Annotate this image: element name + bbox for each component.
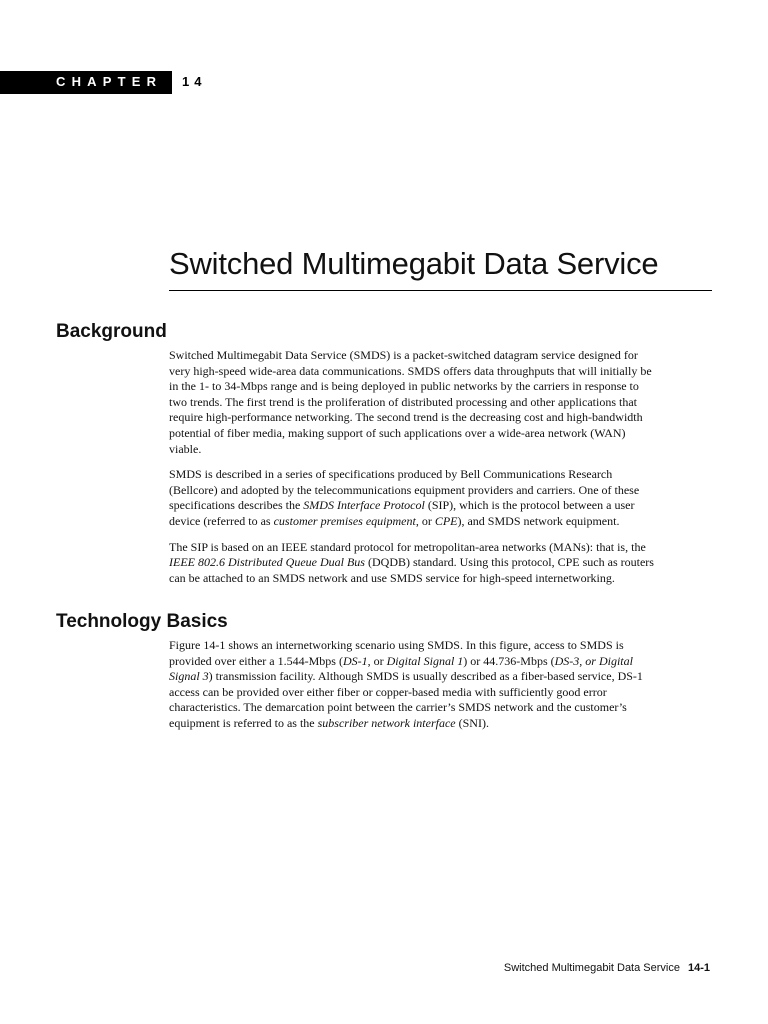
text-line: (Bellcore) and adopted by the telecommunications equipment providers and carriers. One of these: [169, 482, 640, 497]
text-run: device (referred to as: [169, 513, 274, 528]
term-cpe: CPE: [434, 513, 458, 528]
paragraph: [169, 638, 669, 732]
text-run: (DQDB) standard. Using this protocol, CPE such as routers: [364, 555, 654, 570]
term-digital-signal-1: Digital Signal 1: [386, 653, 464, 668]
text-run: provided over either a 1.544-Mbps (: [169, 653, 343, 668]
text-run: ) or 44.736-Mbps (: [463, 653, 555, 668]
term-ds3: DS-3, or Digital: [554, 653, 633, 668]
text-line: two trends. The first trend is the proliferation of distributed processing and other applications that: [169, 394, 637, 409]
text-line: very high-speed wide-area data communications. SMDS offers data throughputs that will initially be: [169, 363, 652, 378]
text-line: [169, 555, 669, 571]
text-line: [169, 654, 669, 670]
text-line: Figure 14-1 shows an internetworking scenario using SMDS. In this figure, access to SMDS is: [169, 638, 624, 652]
text-line: in the 1- to 34-Mbps range and is being deployed in public networks by the carriers in response to: [169, 379, 639, 394]
text-line: The SIP is based on an IEEE standard protocol for metropolitan-area networks (MANs): that is, the: [169, 539, 646, 554]
paragraph: [169, 467, 669, 529]
text-line: access can be provided over either fiber or copper-based media with sufficiently good error: [169, 684, 607, 699]
text-line: characteristics. The demarcation point between the carrier’s SMDS network and the customer’s: [169, 700, 627, 715]
chapter-number: 14: [182, 74, 207, 89]
text-run: equipment is referred to as the: [169, 715, 318, 730]
text-line: SMDS is described in a series of specifications produced by Bell Communications Research: [169, 467, 613, 482]
section-heading-technology-basics: Technology Basics: [56, 611, 228, 632]
text-run: specifications describes the: [169, 498, 304, 513]
term-sni: subscriber network interface: [317, 715, 456, 730]
text-line: [169, 498, 669, 514]
text-line: Switched Multimegabit Data Service (SMDS) is a packet-switched datagram service designed for: [169, 348, 638, 362]
text-line: potential of fiber media, making support of such applications over a wide-area network (WAN): [169, 425, 626, 440]
text-line: [169, 716, 669, 732]
term-ds1: DS-1: [342, 653, 368, 668]
paragraph: [169, 348, 669, 457]
text-line: [169, 514, 669, 530]
text-run: , or: [367, 653, 387, 668]
footer-title: Switched Multimegabit Data Service: [503, 962, 680, 974]
title-divider: [169, 290, 712, 291]
page-title: Switched Multimegabit Data Service: [169, 246, 659, 281]
page-footer: [504, 961, 710, 975]
term-sip: SMDS Interface Protocol: [303, 498, 425, 513]
text-line: viable.: [169, 441, 202, 456]
text-run: (SNI).: [455, 715, 489, 730]
page-number: 14-1: [687, 962, 710, 974]
text-run: ) transmission facility. Although SMDS is usually described as a fiber-based service, DS-1: [208, 669, 643, 684]
text-line: require high-performance networking. The second trend is the decreasing cost and high-bandwidth: [169, 410, 643, 425]
term-signal-3: Signal 3: [169, 669, 209, 684]
text-line: [169, 669, 669, 685]
text-line: can be attached to an SMDS network and use SMDS service for high-speed internetworking.: [169, 570, 615, 585]
technology-body: [169, 638, 669, 742]
chapter-label: CHAPTER: [56, 74, 163, 89]
text-run: (SIP), which is the protocol between a user: [424, 498, 635, 513]
background-body: [169, 348, 669, 596]
term-dqdb: IEEE 802.6 Distributed Queue Dual Bus: [169, 555, 365, 570]
text-run: , or: [415, 513, 435, 528]
section-heading-background: Background: [56, 321, 167, 342]
paragraph: [169, 540, 669, 587]
term-cpe-long: customer premises equipment: [273, 513, 416, 528]
text-run: ), and SMDS network equipment.: [457, 513, 620, 528]
